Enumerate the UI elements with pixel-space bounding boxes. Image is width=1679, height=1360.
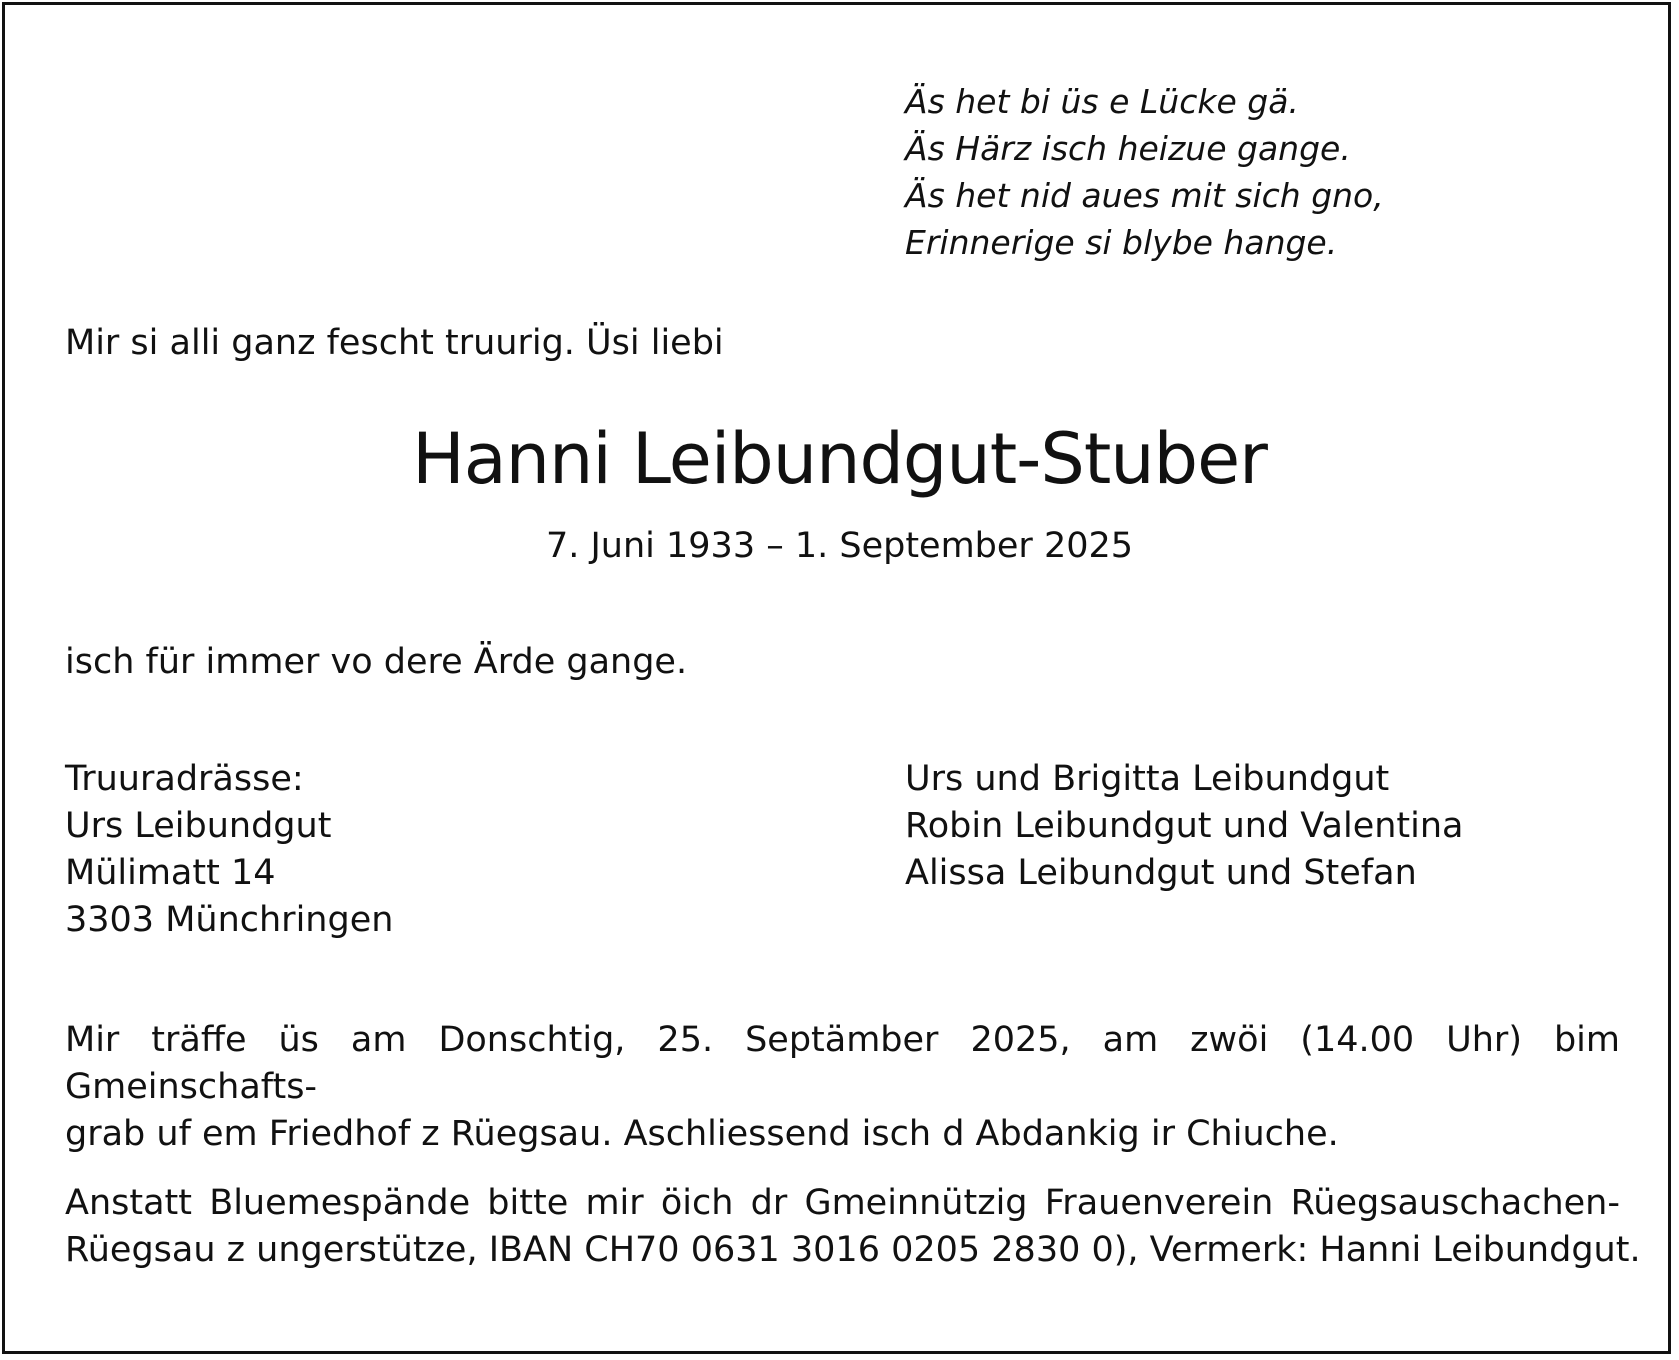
address-line: Truuradrässe: xyxy=(65,759,304,799)
meeting-paragraph xyxy=(65,1017,1620,1158)
outro-text: isch für immer vo dere Ärde gange. xyxy=(65,642,688,682)
poem-line: Erinnerige si blybe hange. xyxy=(905,223,1338,262)
mourning-address xyxy=(65,756,393,944)
address-line: Urs Leibundgut xyxy=(65,806,332,846)
donation-line: Rüegsau z ungerstütze, IBAN CH70 0631 3016 0205 2830 0), Vermerk: Hanni Leibundgut. xyxy=(65,1230,1641,1270)
donation-paragraph xyxy=(65,1180,1641,1274)
poem-line: Äs het bi üs e Lücke gä. xyxy=(905,82,1299,121)
poem-line: Äs Härz isch heizue gange. xyxy=(905,129,1351,168)
life-dates: 7. Juni 1933 – 1. September 2025 xyxy=(545,526,1134,566)
poem xyxy=(905,78,1384,266)
family-line: Alissa Leibundgut und Stefan xyxy=(905,853,1417,893)
meeting-line: Mir träffe üs am Donschtig, 25. Septämber 2025, am zwöi (14.00 Uhr) bim Gmeinschafts- xyxy=(65,1020,1620,1107)
intro-text: Mir si alli ganz fescht truurig. Üsi liebi xyxy=(65,323,724,363)
address-line: 3303 Münchringen xyxy=(65,900,394,940)
address-line: Mülimatt 14 xyxy=(65,853,276,893)
poem-line: Äs het nid aues mit sich gno, xyxy=(905,176,1384,215)
meeting-line: grab uf em Friedhof z Rüegsau. Aschliessend isch d Abdankig ir Chiuche. xyxy=(65,1114,1339,1154)
family-line: Urs und Brigitta Leibundgut xyxy=(905,759,1390,799)
family-line: Robin Leibundgut und Valentina xyxy=(905,806,1464,846)
family-list xyxy=(905,756,1464,897)
donation-line: Anstatt Bluemespände bitte mir öich dr Gmeinnützig Frauenverein Rüegsauschachen- xyxy=(65,1183,1620,1223)
deceased-name: Hanni Leibundgut-Stuber xyxy=(412,418,1267,500)
